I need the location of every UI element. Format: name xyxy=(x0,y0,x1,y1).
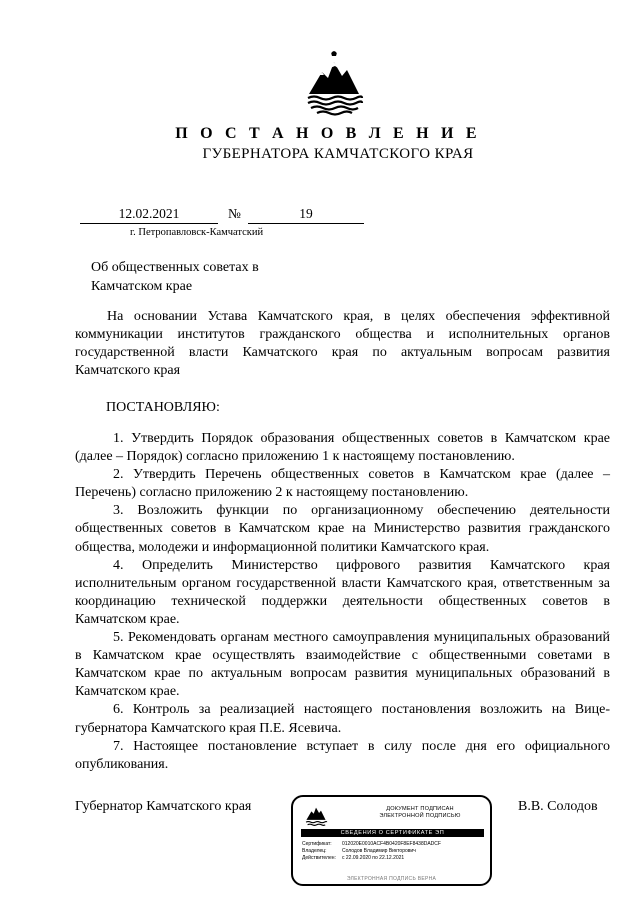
coat-of-arms-icon xyxy=(303,803,329,829)
decree-item: 5. Рекомендовать органам местного самоуправления муниципальных образований в Камчатском крае осуществлять взаимодействие с общественными советами в Камчатском крае по актуальным вопросам развития муниципальных образований в Камчатском крае. xyxy=(75,630,610,700)
signature-valid-note: ЭЛЕКТРОННАЯ ПОДПИСЬ ВЕРНА xyxy=(346,876,437,882)
subject-line: Камчатском крае xyxy=(91,279,193,294)
decree-item: 2. Утвердить Перечень общественных советов в Камчатском крае (далее – Перечень) согласно приложению 2 к настоящему постановлению. xyxy=(75,467,610,501)
document-type-title: П О С Т А Н О В Л Е Н И Е xyxy=(175,125,481,142)
decree-item: 6. Контроль за реализацией настоящего постановления возложить на Вице-губернатора Камчатского края П.Е. Ясевича. xyxy=(75,702,610,736)
decree-item: 7. Настоящее постановление вступает в силу после дня его официального опубликования. xyxy=(75,738,610,772)
coat-of-arms-icon xyxy=(300,50,368,118)
signer-position: Губернатор Камчатского края xyxy=(75,799,252,814)
stamp-title: ДОКУМЕНТ ПОДПИСАН ЭЛЕКТРОННОЙ ПОДПИСЬЮ xyxy=(379,806,461,819)
certificate-row: Действителен: с 22.09.2020 по 22.12.2021 xyxy=(302,855,405,862)
preamble: На основании Устава Камчатского края, в целях обеспечения эффективной коммуникации институтов гражданского общества и исполнительных органов государственной власти Камчатского края по актуальным вопросам развития Камчатского края xyxy=(75,309,610,378)
decree-items xyxy=(75,430,610,774)
issuer-title: ГУБЕРНАТОРА КАМЧАТСКОГО КРАЯ xyxy=(202,146,474,162)
document-number: 19 xyxy=(248,206,364,224)
certificate-row: Владелец: Солодов Владимир Викторович xyxy=(302,848,416,855)
subject-line: Об общественных советах в xyxy=(91,260,259,275)
document-subject xyxy=(91,258,321,296)
electronic-signature-stamp xyxy=(291,795,492,886)
stamp-band: СВЕДЕНИЯ О СЕРТИФИКАТЕ ЭП xyxy=(301,829,484,837)
decree-item: 3. Возложить функции по организационному обеспечению деятельности общественных советов в Камчатском крае на Министерство развития гражданского общества, молодежи и информационной политики Камчатского края. xyxy=(75,503,610,555)
signer-name: В.В. Солодов xyxy=(518,799,598,814)
issue-city: г. Петропавловск-Камчатский xyxy=(130,227,264,238)
document-date: 12.02.2021 xyxy=(80,206,218,224)
number-sign: № xyxy=(228,206,241,221)
decree-item: 1. Утвердить Порядок образования общественных советов в Камчатском крае (далее – Порядок) согласно приложению 1 к настоящему постановлению. xyxy=(75,431,610,465)
certificate-details xyxy=(302,841,487,863)
certificate-row: Сертификат: 012020E0010ACF4B0420F8EF8438DADCF xyxy=(302,841,441,847)
decree-word: ПОСТАНОВЛЯЮ: xyxy=(106,400,220,415)
decree-item: 4. Определить Министерство цифрового развития Камчатского края исполнительным органом государственной власти Камчатского края, ответственным за координацию технической поддержки деятельности общественных советов в Камчатском крае. xyxy=(75,557,610,627)
